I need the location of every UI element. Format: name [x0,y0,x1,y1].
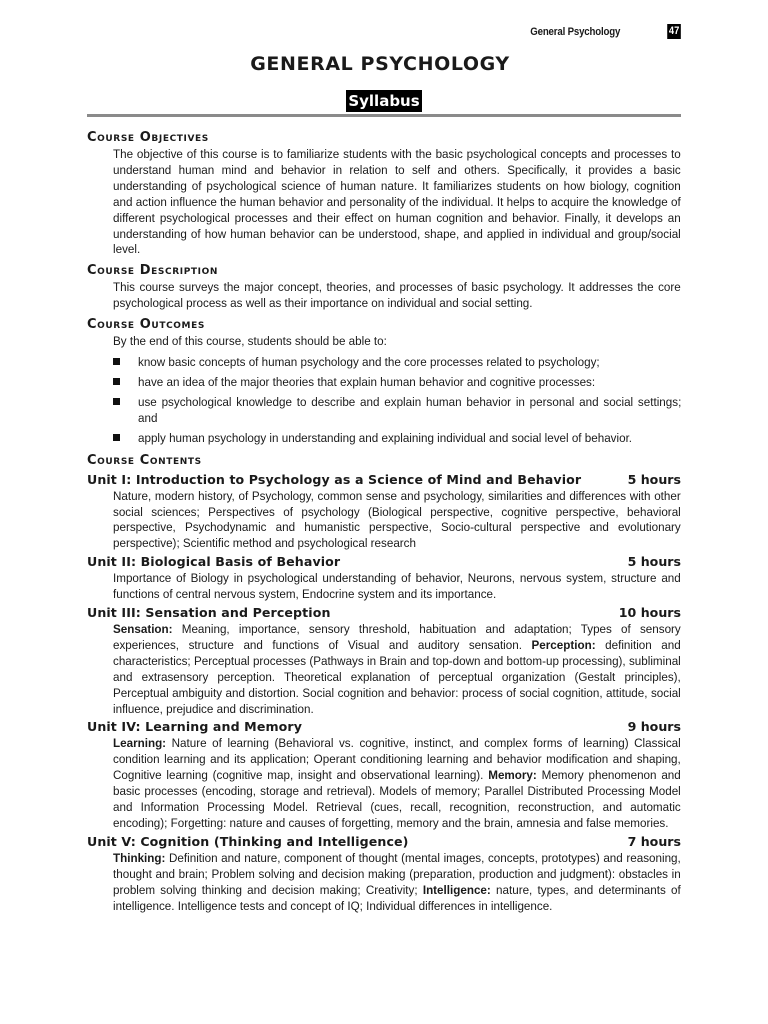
unit-3-text-part1: Meaning, importance, sensory threshold, habituation and adaptation; Types of sensory experiences, structure and functions of Visual and auditory sensation. [113,622,681,652]
unit-hours: 7 hours [627,833,681,849]
term-sensation: Sensation: [113,622,173,637]
unit-3-text [113,622,681,717]
square-bullet-icon [113,358,120,365]
objectives-heading: Course Objectives [87,130,209,145]
unit-5-text-part1: Definition and nature, component of thought (mental images, concepts, prototypes) and reasoning, thought and brain; Problem solving and decision making (preparation, production and judgment): obstacles in problem solving thinking and decision making; Creativity; [113,850,681,897]
unit-title: Unit II: Biological Basis of Behavior [87,554,341,570]
running-header [518,24,682,39]
unit-hours: 5 hours [627,471,681,487]
unit-5-text-part2: nature, types, and determinants of intelligence. Intelligence tests and concept of IQ; Individual differences in intelligence. [113,882,681,913]
page-title: GENERAL PSYCHOLOGY [250,53,510,75]
unit-title: Unit I: Introduction to Psychology as a Science of Mind and Behavior [87,471,582,487]
outcome-text: know basic concepts of human psychology and the core processes related to psychology; [138,355,600,370]
square-bullet-icon [113,434,120,441]
square-bullet-icon [113,398,120,405]
unit-5-text [113,851,681,915]
list-item [113,395,681,427]
square-bullet-icon [113,378,120,385]
objectives-text: The objective of this course is to familiarize students with the basic psychological concepts and processes to understand human mind and behavior in relation to self and others. Specifically, it provides a basic understanding of psychological science of human nature. It familiarizes students on how biology, cognition and action influence the human behavior and personality of the individual. It helps to acquire the knowledge of different psychological processes and their effect on human cognition and behavior. Finally, it develops an understanding of how human behavior can be understood, shape, and applied in individual and group/social level. [113,147,681,257]
outcomes-heading: Course Outcomes [87,317,205,333]
unit-4-text-part2: Memory phenomenon and basic processes (encoding, storage and retrieval). Models of memory; Parallel Distributed Processing Model and Information Processing Model. Retrieval (cues, recall, recognition, reconstruction, and automatic encoding); Forgetting: nature and causes of forgetting, memory and the brain, amnesia and false memories. [113,768,681,830]
syllabus-content [87,128,681,915]
unit-2-header [87,553,681,571]
unit-2-text: Importance of Biology in psychological understanding of behavior, Neurons, nervous system, structure and functions of central nervous system, Endocrine system and its importance. [113,571,681,602]
unit-hours: 10 hours [618,605,681,621]
unit-5-header [87,833,681,851]
unit-title: Unit IV: Learning and Memory [87,719,303,735]
contents-heading: Course Contents [87,452,202,468]
list-item [113,355,681,371]
title-rule [87,114,681,117]
unit-1-header [87,471,681,489]
unit-title: Unit III: Sensation and Perception [87,605,331,621]
unit-1-text: Nature, modern history, of Psychology, common sense and psychology, similarities and differences with other social sciences; Perspectives of psychology (Biological perspective, cognitive perspective, behavioral perspective, Psychodynamic and humanistic perspective, Socio-cultural perspective and evolutionary perspective); Scientific method and psychological research [113,488,681,551]
term-thinking: Thinking: [113,850,166,865]
term-memory: Memory: [488,768,537,783]
outcome-text: use psychological knowledge to describe and explain human behavior in personal and social settings; and [138,394,682,425]
unit-3-header [87,604,681,622]
description-heading: Course Description [87,263,218,279]
list-item [113,375,681,391]
description-text: This course surveys the major concept, theories, and processes of basic psychology. It addresses the core psychological process as well as their importance on individual and social setting. [113,280,681,311]
term-intelligence: Intelligence: [422,882,491,897]
running-title: General Psychology [529,25,620,38]
list-item [113,431,681,447]
outcomes-list [87,355,681,447]
term-perception: Perception: [531,637,596,652]
unit-title: Unit V: Cognition (Thinking and Intelligence) [87,833,409,849]
outcome-text: have an idea of the major theories that explain human behavior and cognitive processes: [138,374,596,389]
unit-4-header [87,718,681,736]
outcome-text: apply human psychology in understanding and explaining individual and social level of behavior. [138,430,633,445]
unit-4-text-part1: Nature of learning (Behavioral vs. cognitive, instinct, and complex forms of learning) Classical condition learning and its application; Operant conditioning learning and behavior modification and shaping, Cognitive learning (cognitive map, insight and observational learning). [113,736,681,783]
unit-hours: 5 hours [627,554,681,570]
term-learning: Learning: [113,736,167,751]
page-number: 47 [668,25,680,37]
unit-3-text-part2: definition and characteristics; Perceptual processes (Pathways in Brain and top-down and bottom-up processing), subliminal and extrasensory perception. Theoretical explanation of perceptual organization (Gestalt principles), Perceptual ambiguity and distortion. Social cognition and behavior: process of social cognition, attitude, social influence, prejudice and discrimination. [113,637,681,716]
unit-4-text [113,736,681,831]
unit-hours: 9 hours [627,719,681,735]
subtitle-wrap [0,90,768,112]
outcomes-intro: By the end of this course, students should be able to: [113,334,387,349]
page-subtitle: Syllabus [348,92,420,110]
